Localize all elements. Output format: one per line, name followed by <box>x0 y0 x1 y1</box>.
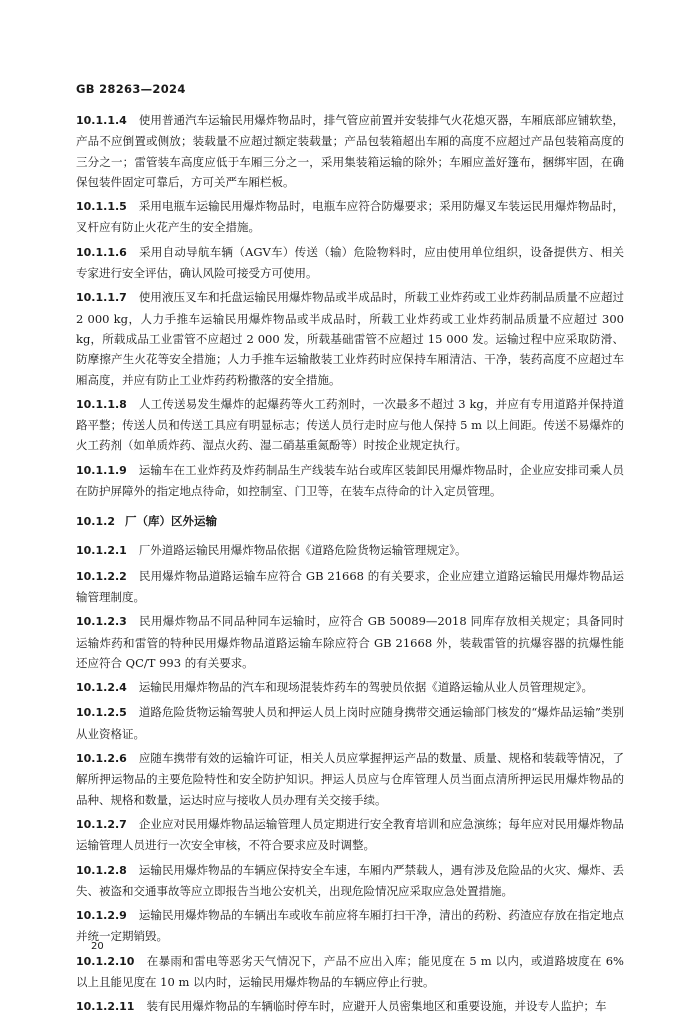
clause-text: 运输民用爆炸物品的车辆出车或收车前应将车厢打扫干净，清出的药粉、药渣应存放在指定地点并统一定期销毁。 <box>76 908 624 944</box>
clause-text: 企业应对民用爆炸物品运输管理人员定期进行安全教育培训和应急演练；每年应对民用爆炸物品运输管理人员进行一次安全审核，不符合要求应及时调整。 <box>76 816 624 853</box>
clause-text: 使用液压叉车和托盘运输民用爆炸物品或半成品时，所载工业炸药或工业炸药制品质量不应超过 2 000 kg，人力手推车运输民用爆炸物品或半成品时，所载工业炸药或工业炸药制品质量不应超过 300 kg，所载成品工业雷管不应超过 2 000 发，所载基础雷管不应超过 15 000 发。运输过程中应采取防滑、防摩擦产生火花等安全措施；人力手推车运输散装工业炸药时应保持车厢清洁、干净，装药高度不应超过车厢高度，并应有防止工业炸药药粉撒落的安全措施。 <box>76 290 624 387</box>
clause-paragraph <box>76 242 624 284</box>
clause-number: 10.1.1.8 <box>76 397 127 411</box>
clause-number: 10.1.1.6 <box>76 245 127 259</box>
clause-text: 装有民用爆炸物品的车辆临时停车时，应避开人员密集地区和重要设施，并设专人监护；车 <box>146 999 607 1014</box>
clause-number: 10.1.1.4 <box>76 114 127 127</box>
section-heading <box>76 511 624 532</box>
clause-number: 10.1.2.4 <box>76 681 127 695</box>
clause-number: 10.1.2.2 <box>76 569 127 583</box>
clause-number: 10.1.2.10 <box>76 954 135 968</box>
clause-number: 10.1.2.8 <box>76 863 127 877</box>
clause-text: 应随车携带有效的运输许可证，相关人员应掌握押运产品的数量、质量、规格和装载等情况，了解所押运物品的主要危险特性和安全防护知识。押运人员应与仓库管理人员当面点清所押运民用爆炸物品的品种、规格和数量，运达时应与接收人员办理有关交接手续。 <box>76 751 624 807</box>
clause-paragraph <box>76 287 624 389</box>
clause-number: 10.1.2.3 <box>76 615 127 629</box>
clause-paragraph <box>76 394 624 456</box>
clause-paragraph <box>76 951 624 993</box>
clause-number: 10.1.2.11 <box>76 1000 135 1014</box>
clause-paragraph <box>76 566 624 608</box>
clause-number: 10.1.2.1 <box>76 544 127 558</box>
clause-paragraph <box>76 110 624 192</box>
clause-list-10-1-1 <box>76 110 624 501</box>
clause-number: 10.1.1.5 <box>76 200 127 214</box>
clause-text: 运输民用爆炸物品的汽车和现场混装炸药车的驾驶员依据《道路运输从业人员管理规定》。 <box>138 680 594 695</box>
clause-number: 10.1.2.9 <box>76 909 127 923</box>
clause-text: 运输车在工业炸药及炸药制品生产线装车站台或库区装卸民用爆炸物品时，企业应安排司乘人员在防护屏障外的指定地点待命，如控制室、门卫等，在装车点待命的计入定员管理。 <box>76 462 624 499</box>
clause-text: 运输民用爆炸物品的车辆应保持安全车速，车厢内严禁载人，遇有涉及危险品的火灾、爆炸、丢失、被盗和交通事故等应立即报告当地公安机关，出现危险情况应采取应急处置措施。 <box>76 862 624 898</box>
clause-paragraph <box>76 611 624 673</box>
clause-paragraph <box>76 460 624 502</box>
clause-number: 10.1.1.9 <box>76 463 127 477</box>
clause-paragraph <box>76 860 624 902</box>
clause-number: 10.1.2.5 <box>76 706 127 720</box>
clause-paragraph <box>76 905 624 947</box>
clause-paragraph <box>76 196 624 238</box>
clause-paragraph <box>76 702 624 744</box>
clause-text: 民用爆炸物品不同品种同车运输时，应符合 GB 50089—2018 同库存放相关规定；具备同时运输炸药和雷管的特种民用爆炸物品道路运输车除应符合 GB 21668 外，装载雷管的抗爆容器的抗爆性能还应符合 QC/T 993 的有关要求。 <box>76 614 624 670</box>
clause-text: 民用爆炸物品道路运输车应符合 GB 21668 的有关要求，企业应建立道路运输民用爆炸物品运输管理制度。 <box>76 568 624 604</box>
clause-text: 人工传送易发生爆炸的起爆药等火工药剂时，一次最多不超过 3 kg，并应有专用道路并保持道路平整；传送人员和传送工具应有明显标志；传送人员行走时应与他人保持 5 m 以上间距。传送不易爆炸的火工药剂（如单质炸药、湿点火药、湿二硝基重氮酚等）时按企业规定执行。 <box>76 396 624 453</box>
section-number: 10.1.2 <box>76 515 115 529</box>
clause-number: 10.1.2.6 <box>76 752 127 766</box>
clause-paragraph <box>76 677 624 698</box>
standard-code-header: GB 28263—2024 <box>76 82 186 96</box>
clause-number: 10.1.2.7 <box>76 817 127 831</box>
clause-text: 采用自动导航车辆（AGV车）传送（输）危险物料时，应由使用单位组织，设备提供方、相关专家进行安全评估，确认风险可接受方可使用。 <box>76 244 624 281</box>
clause-paragraph <box>76 540 624 561</box>
clause-paragraph <box>76 996 624 1017</box>
page-number: 20 <box>91 941 104 952</box>
clause-list-10-1-2 <box>76 540 624 1017</box>
clause-text: 采用电瓶车运输民用爆炸物品时，电瓶车应符合防爆要求；采用防爆叉车装运民用爆炸物品时，叉杆应有防止火花产生的安全措施。 <box>76 199 624 235</box>
clause-paragraph <box>76 814 624 856</box>
clause-paragraph <box>76 748 624 810</box>
clause-text: 使用普通汽车运输民用爆炸物品时，排气管应前置并安装排气火花熄灭器，车厢底部应铺软垫，产品不应倒置或侧放；装载量不应超过额定装载量；产品包装箱超出车厢的高度不应超过产品包装箱高度的三分之一；雷管装车高度应低于车厢三分之一，采用集装箱运输的除外；车厢应盖好篷布，捆绑牢固，在确保包装件固定可靠后，方可关严车厢栏板。 <box>76 113 624 189</box>
clause-text: 道路危险货物运输驾驶人员和押运人员上岗时应随身携带交通运输部门核发的“爆炸品运输”类别从业资格证。 <box>76 705 624 741</box>
section-title: 厂（库）区外运输 <box>124 514 217 529</box>
clause-text: 厂外道路运输民用爆炸物品依据《道路危险货物运输管理规定》。 <box>138 543 467 558</box>
document-body <box>76 110 624 1022</box>
clause-text: 在暴雨和雷电等恶劣天气情况下，产品不应出入库；能见度在 5 m 以内，或道路坡度在 6% 以上且能见度在 10 m 以内时，运输民用爆炸物品的车辆应停止行驶。 <box>76 953 624 989</box>
clause-number: 10.1.1.7 <box>76 291 127 305</box>
